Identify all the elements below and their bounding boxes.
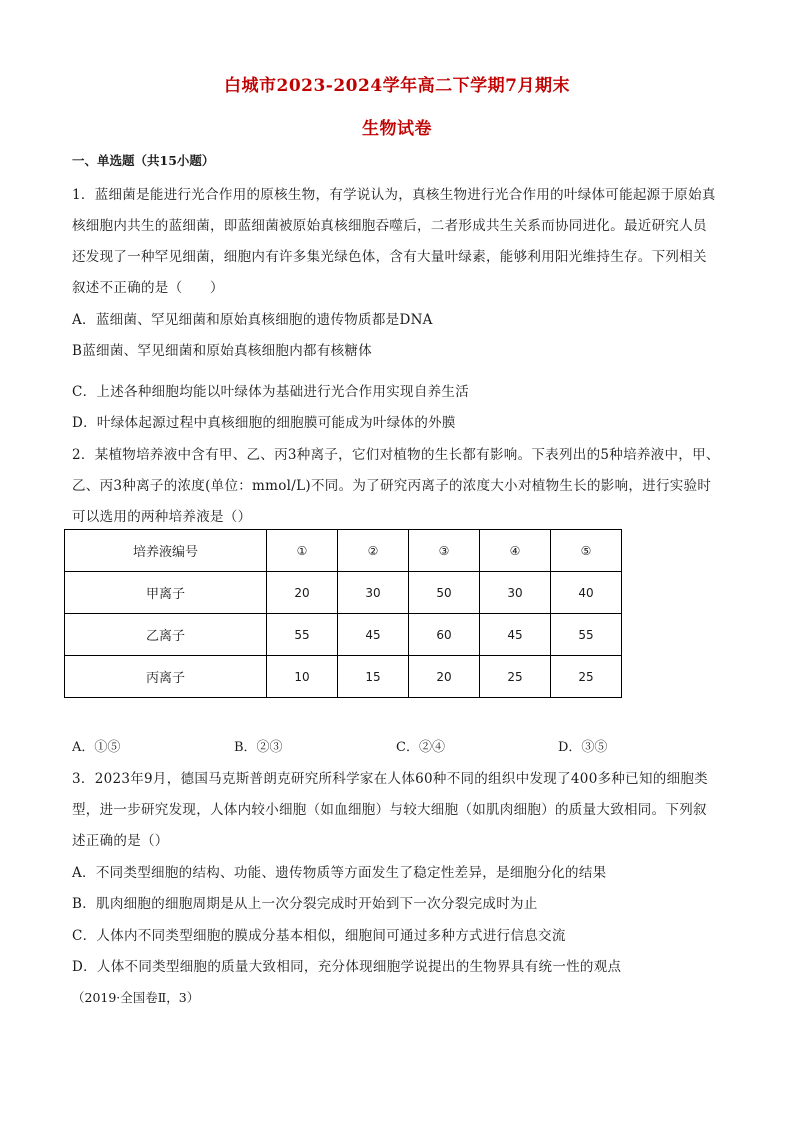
table-cell: 45: [338, 614, 409, 656]
source-citation: （2019·全国卷Ⅱ，3）: [72, 990, 200, 1005]
table-row-label: 乙离子: [65, 614, 267, 656]
table-cell: 10: [267, 656, 338, 698]
table-cell: 40: [551, 572, 622, 614]
ion-concentration-table: [64, 529, 622, 698]
q1-option-b: B蓝细菌、罕见细菌和原始真核细胞内都有核糖体: [72, 343, 373, 359]
q3-stem-line: 述正确的是（）: [72, 833, 169, 849]
table-cell: 45: [480, 614, 551, 656]
table-cell: 20: [267, 572, 338, 614]
table-cell: 15: [338, 656, 409, 698]
q2-option-a: A．①⑤: [72, 740, 121, 755]
section-heading: 一、单选题（共15小题）: [72, 153, 215, 168]
table-row-label: 甲离子: [65, 572, 267, 614]
table-cell: 20: [409, 656, 480, 698]
table-cell: 55: [267, 614, 338, 656]
table-header-cell: 培养液编号: [65, 530, 267, 572]
table-header-cell: ①: [267, 530, 338, 572]
q3-stem-line: 型，进一步研究发现，人体内较小细胞（如血细胞）与较大细胞（如肌肉细胞）的质量大致相同。下列叙: [72, 802, 707, 818]
table-cell: 30: [338, 572, 409, 614]
table-header-cell: ②: [338, 530, 409, 572]
q1-stem-line: 核细胞内共生的蓝细菌，即蓝细菌被原始真核细胞吞噬后，二者形成共生关系而协同进化。最近研究人员: [72, 218, 707, 234]
table-row-label: 丙离子: [65, 656, 267, 698]
q3-option-d: D．人体不同类型细胞的质量大致相同，充分体现细胞学说提出的生物界具有统一性的观点: [72, 959, 622, 975]
table-header-cell: ⑤: [551, 530, 622, 572]
q2-stem-line: 可以选用的两种培养液是（）: [72, 509, 252, 525]
q3-stem-line: 3．2023年9月，德国马克斯普朗克研究所科学家在人体60种不同的组织中发现了400多种已知的细胞类: [72, 771, 708, 787]
exam-subtitle: 生物试卷: [362, 119, 432, 139]
table-row: [65, 656, 622, 698]
q3-option-a: A．不同类型细胞的结构、功能、遗传物质等方面发生了稳定性差异，是细胞分化的结果: [72, 865, 607, 881]
table-header-cell: ④: [480, 530, 551, 572]
table-cell: 50: [409, 572, 480, 614]
q2-option-d: D．③⑤: [558, 740, 608, 755]
q2-option-b: B．②③: [234, 740, 283, 755]
table-cell: 55: [551, 614, 622, 656]
table-cell: 60: [409, 614, 480, 656]
q1-option-a: A．蓝细菌、罕见细菌和原始真核细胞的遗传物质都是DNA: [72, 312, 433, 328]
q1-stem-line: 1．蓝细菌是能进行光合作用的原核生物，有学说认为，真核生物进行光合作用的叶绿体可能起源于原始真: [72, 187, 716, 203]
q2-stem-line: 乙、丙3种离子的浓度(单位：mmol/L)不同。为了研究丙离子的浓度大小对植物生长的影响，进行实验时: [72, 478, 712, 494]
q1-option-d: D．叶绿体起源过程中真核细胞的细胞膜可能成为叶绿体的外膜: [72, 415, 456, 431]
q3-option-c: C．人体内不同类型细胞的膜成分基本相似，细胞间可通过多种方式进行信息交流: [72, 928, 566, 944]
table-row: [65, 614, 622, 656]
table-cell: 30: [480, 572, 551, 614]
table-cell: 25: [551, 656, 622, 698]
table-header-cell: ③: [409, 530, 480, 572]
table-row: [65, 572, 622, 614]
table-header-row: [65, 530, 622, 572]
q1-option-c: C．上述各种细胞均能以叶绿体为基础进行光合作用实现自养生活: [72, 384, 470, 400]
q3-option-b: B．肌肉细胞的细胞周期是从上一次分裂完成时开始到下一次分裂完成时为止: [72, 896, 538, 912]
q1-stem-line: 还发现了一种罕见细菌，细胞内有许多集光绿色体，含有大量叶绿素，能够利用阳光维持生存。下列相关: [72, 249, 707, 265]
table-cell: 25: [480, 656, 551, 698]
q1-stem-line: 叙述不正确的是（ ）: [72, 280, 224, 296]
q2-stem-line: 2．某植物培养液中含有甲、乙、丙3种离子，它们对植物的生长都有影响。下表列出的5种培养液中，甲、: [72, 447, 720, 463]
q2-option-c: C．②④: [396, 740, 445, 755]
exam-title: 白城市2023-2024学年高二下学期7月期末: [223, 76, 570, 96]
